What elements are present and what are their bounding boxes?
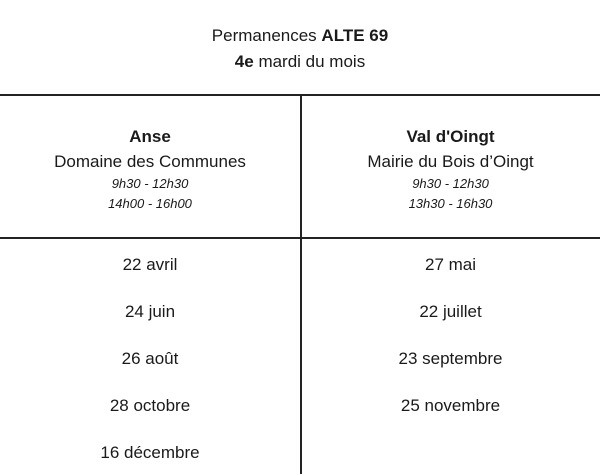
header [0,0,600,96]
anse-hours-morning: 9h30 - 12h30 [111,176,189,191]
header-day-rest: mardi du mois [253,52,366,71]
oingt-place: Mairie du Bois d’Oingt [367,152,534,171]
anse-hours-afternoon: 14h00 - 16h00 [108,196,192,211]
oingt-date: 27 mai [424,255,477,274]
anse-date: 16 décembre [100,443,200,462]
oingt-hours-afternoon: 13h30 - 16h30 [408,196,493,211]
header-org: ALTE 69 [321,26,389,45]
header-prefix: Permanences [211,26,322,45]
oingt-dates [301,239,600,429]
anse-date: 28 octobre [109,396,191,415]
anse-date: 22 avril [122,255,178,274]
anse-name: Anse [129,127,171,146]
oingt-date: 23 septembre [398,349,503,368]
anse-info [0,96,300,214]
oingt-name: Val d'Oingt [406,127,495,146]
oingt-info [301,96,600,214]
oingt-hours-morning: 9h30 - 12h30 [412,176,489,191]
oingt-date: 22 juillet [419,302,482,321]
anse-date: 26 août [121,349,179,368]
header-subtitle [0,52,600,72]
anse-place: Domaine des Communes [54,152,246,171]
anse-dates [0,239,300,476]
oingt-date: 25 novembre [400,396,501,415]
anse-date: 24 juin [124,302,176,321]
header-title [0,26,600,46]
header-day: 4e [234,52,254,71]
